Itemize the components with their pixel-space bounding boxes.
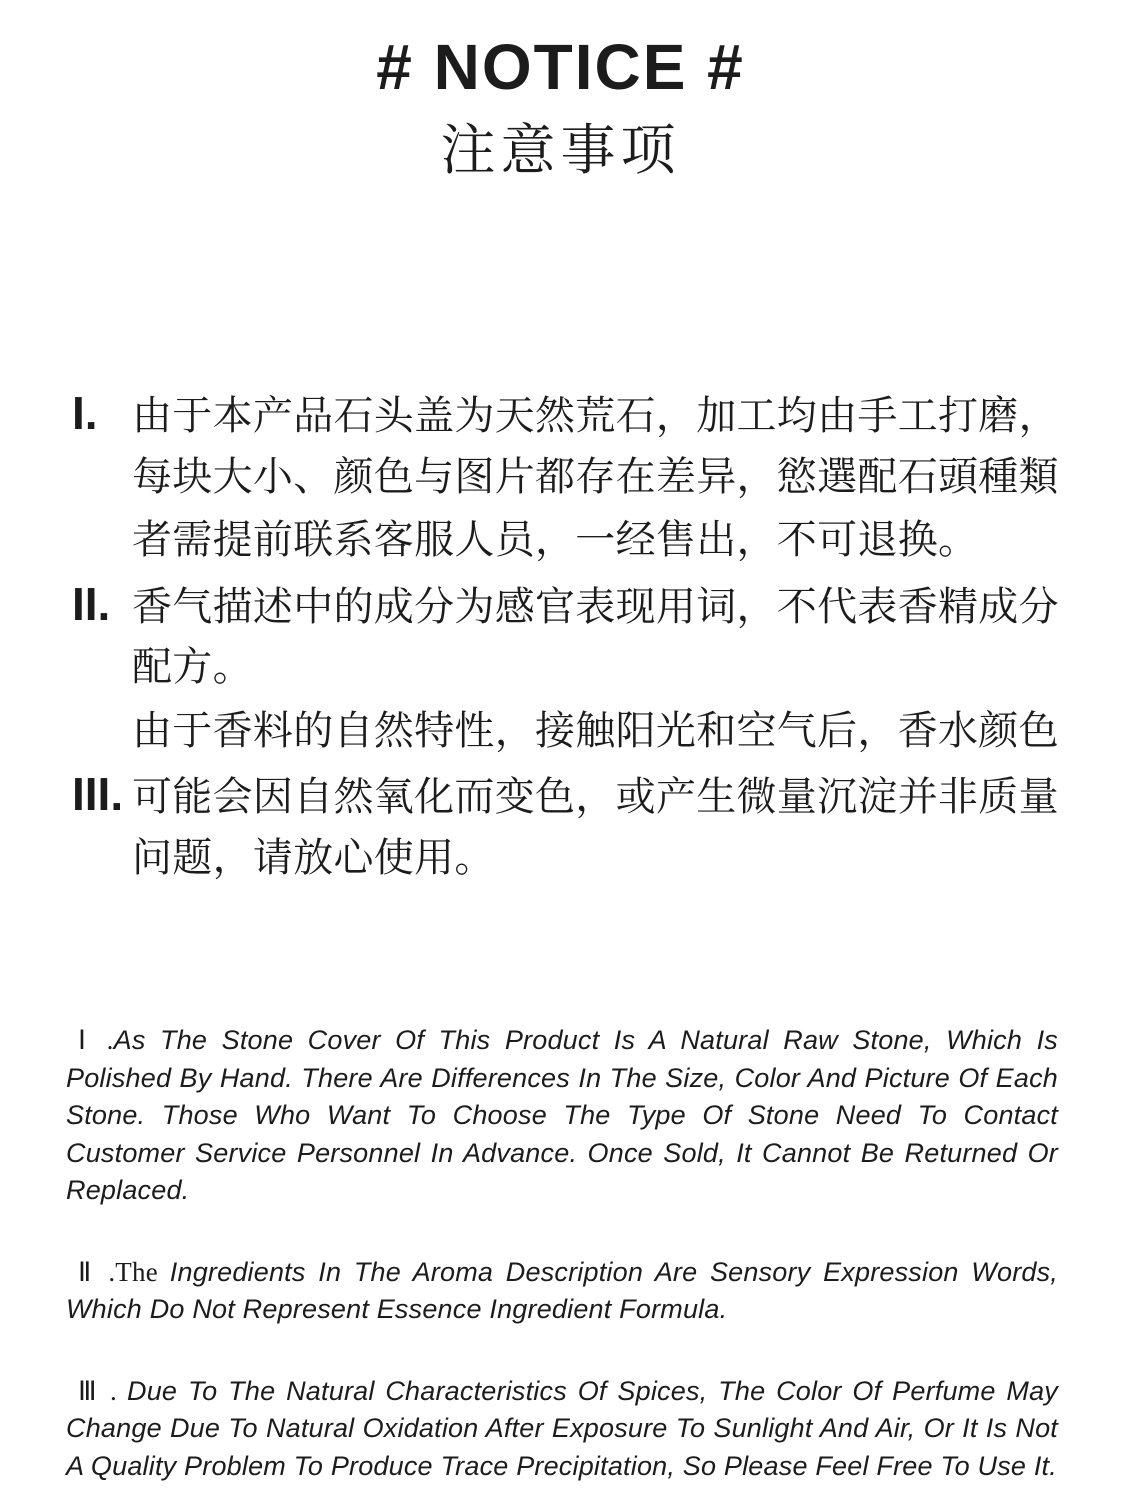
- notice-line: [72, 763, 1073, 827]
- item-marker: II.: [72, 577, 111, 630]
- notice-line-text: 可能会因自然氧化而变色，或产生微量沉淀并非质量: [132, 775, 1059, 819]
- notice-line-text: 由于香料的自然特性，接触阳光和空气后，香水颜色: [132, 708, 1059, 753]
- notice-line-text: 配方。: [132, 645, 253, 689]
- notice-paragraph: [66, 1373, 1058, 1486]
- notice-line-text: 每块大小、颜色与图片都存在差异，慾選配石頭種類: [132, 454, 1059, 499]
- item-marker: III.: [72, 768, 124, 820]
- paragraph-text: Due To The Natural Characteristics Of Spices, The Color Of Perfume May Change Due To Natural Oxidation After Exposure To Sunlight And Air, Or It Is Not A Quality Problem To Produce Trace Precipitation, So Please Feel Free To Use It.: [66, 1375, 1059, 1481]
- paragraph-text: As The Stone Cover Of This Product Is A Natural Raw Stone, Which Is Polished By Hand. There Are Differences In The Size, Color And Picture Of Each Stone. Those Who Want To Choose The Type Of Stone Need To Contact Customer Service Personnel In Advance. Once Sold, It Cannot Be Returned Or Replaced.: [66, 1025, 1058, 1205]
- notice-list-en: [66, 1022, 1058, 1510]
- item-numeral: Ⅲ .: [78, 1375, 127, 1406]
- notice-paragraph: [66, 1022, 1058, 1210]
- notice-line-text: 香气描述中的成分为感官表现用词，不代表香精成分: [132, 584, 1059, 629]
- notice-list-cn: [72, 382, 1073, 890]
- page-title: # NOTICE #: [376, 31, 745, 103]
- notice-line-text: 者需提前联系客服人员，一经售出，不可退换。: [132, 518, 979, 562]
- item-marker: I.: [72, 387, 98, 439]
- notice-line: [72, 382, 1073, 446]
- item-numeral: Ⅰ .: [78, 1025, 114, 1055]
- page-subtitle-cn: 注意事项: [440, 119, 681, 181]
- notice-line-text: 问题，请放心使用。: [132, 835, 495, 880]
- notice-line: [72, 636, 1073, 700]
- notice-paragraph: [66, 1254, 1058, 1329]
- notice-line: [72, 573, 1073, 637]
- item-numeral: Ⅱ .The: [78, 1256, 170, 1287]
- notice-line: [72, 827, 1073, 891]
- notice-line: [72, 446, 1073, 510]
- notice-line: [72, 700, 1073, 764]
- paragraph-text: Ingredients In The Aroma Description Are Sensory Expression Words, Which Do Not Represent Essence Ingredient Formula.: [66, 1256, 1058, 1324]
- notice-line-text: 由于本产品石头盖为天然荒石，加工均由手工打磨，: [132, 394, 1059, 438]
- notice-line: [72, 509, 1073, 573]
